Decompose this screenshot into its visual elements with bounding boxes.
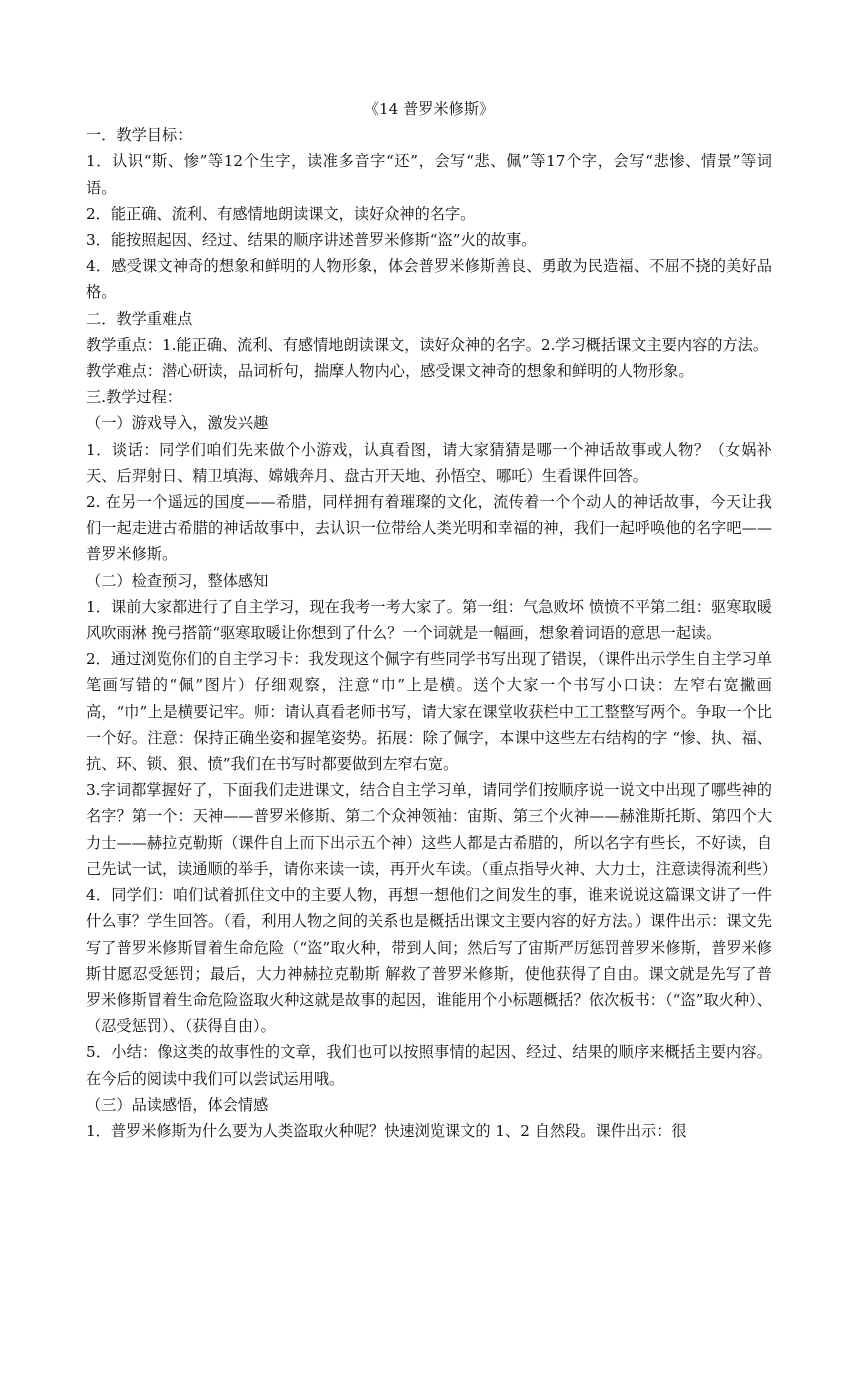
section-heading-goals: 一．教学目标： <box>86 126 193 145</box>
process-paragraph: 2. 在另一个遥远的国度——希腊，同样拥有着璀璨的文化，流传着一个个动人的神话故事，今天让我们一起走进古希腊的神话故事中，去认识一位带给人类光明和幸福的神，我们一起呼唤他的名字吧——普罗米修斯。 <box>86 493 772 564</box>
process-paragraph: 1．普罗米修斯为什么要为人类盗取火种呢？快速浏览课文的 1、2 自然段。课件出示：很 <box>86 1121 687 1140</box>
process-paragraph: 4．同学们：咱们试着抓住文中的主要人物，再想一想他们之间发生的事，谁来说说这篇课文讲了一件什么事？学生回答。（看，利用人物之间的关系也是概括出课文主要内容的好方法。）课件出示：课文先写了普罗米修斯冒着生命危险（“盗”取火种，带到人间；然后写了宙斯严厉惩罚普罗米修斯，普罗米修斯甘愿忍受惩罚；最后，大力神赫拉克勒斯 解救了普罗米修斯，使他获得了自由。课文就是先写了普罗米修斯冒着生命危险盗取火种这就是故事的起因，谁能用个小标题概括？依次板书：（“盗”取火种）、（忍受惩罚）、（获得自由）。 <box>86 886 772 1036</box>
process-paragraph: 3.字词都掌握好了，下面我们走进课文，结合自主学习单，请同学们按顺序说一说文中出现了哪些神的名字？第一个：天神——普罗米修斯、第二个众神领袖：宙斯、第三个火神——赫淮斯托斯、第四个大力士——赫拉克勒斯（课件自上而下出示五个神）这些人都是古希腊的，所以名字有些长，不好读，自己先试一试，读通顺的举手，请你来读一读，再开火车读。（重点指导火神、大力士，注意读得流利些） <box>86 781 778 878</box>
section-heading-key-points: 二．教学重难点 <box>86 309 193 328</box>
goal-item-4: 4．感受课文神奇的想象和鲜明的人物形象，体会普罗米修斯善良、勇敢为民造福、不屈不挠的美好品格。 <box>86 257 772 302</box>
subsection-heading-2: （二）检查预习，整体感知 <box>86 571 269 590</box>
process-paragraph: 1．谈话：同学们咱们先来做个小游戏，认真看图，请大家猜猜是哪一个神话故事或人物？（女娲补天、后羿射日、精卫填海、嫦娥奔月、盘古开天地、孙悟空、哪吒）生看课件回答。 <box>86 440 772 485</box>
subsection-heading-1: （一）游戏导入，激发兴趣 <box>86 414 269 433</box>
difficulty-paragraph: 教学难点：潜心研读，品词析句，揣摩人物内心，感受课文神奇的想象和鲜明的人物形象。 <box>86 362 694 381</box>
section-heading-process: 三.教学过程： <box>86 388 182 407</box>
goal-item-3: 3．能按照起因、经过、结果的顺序讲述普罗米修斯“盗”火的故事。 <box>86 231 537 250</box>
process-paragraph: 1．课前大家都进行了自主学习，现在我考一考大家了。第一组：气急败坏 愤愤不平第二组：驱寒取暖 风吹雨淋 挽弓搭箭“驱寒取暖让你想到了什么？一个词就是一幅画，想象着词语的意思一起读。 <box>86 597 772 643</box>
goal-item-2: 2．能正确、流利、有感情地朗读课文，读好众神的名字。 <box>86 204 476 223</box>
process-paragraph: 5．小结：像这类的故事性的文章，我们也可以按照事情的起因、经过、结果的顺序来概括主要内容。在今后的阅读中我们可以尝试运用哦。 <box>86 1043 772 1088</box>
process-paragraph: 2．通过浏览你们的自主学习卡：我发现这个佩字有些同学书写出现了错误，（课件出示学生自主学习单笔画写错的“佩”图片）仔细观察，注意“巾”上是横。送个大家一个书写小口诀：左窄右宽撇画高，“巾”上是横要记牢。师：请认真看老师书写，请大家在课堂收获栏中工工整整写两个。争取一个比一个好。注意：保持正确坐姿和握笔姿势。拓展：除了佩字，本课中这些左右结构的字 “惨、执、福、抗、环、锁、狠、愤”我们在书写时都要做到左窄右宽。 <box>86 650 772 774</box>
document-title: 《14 普罗米修斯》 <box>363 100 495 118</box>
key-point-paragraph: 教学重点：1.能正确、流利、有感情地朗读课文，读好众神的名字。2.学习概括课文主要内容的方法。 <box>86 335 769 354</box>
subsection-heading-3: （三）品读感悟，体会情感 <box>86 1095 269 1114</box>
document-page <box>86 96 778 1144</box>
goal-item-1: 1．认识“斯、惨”等12个生字，读准多音字“还”，会写“悲、佩”等17个字，会写“悲惨、情景”等词语。 <box>86 152 772 197</box>
